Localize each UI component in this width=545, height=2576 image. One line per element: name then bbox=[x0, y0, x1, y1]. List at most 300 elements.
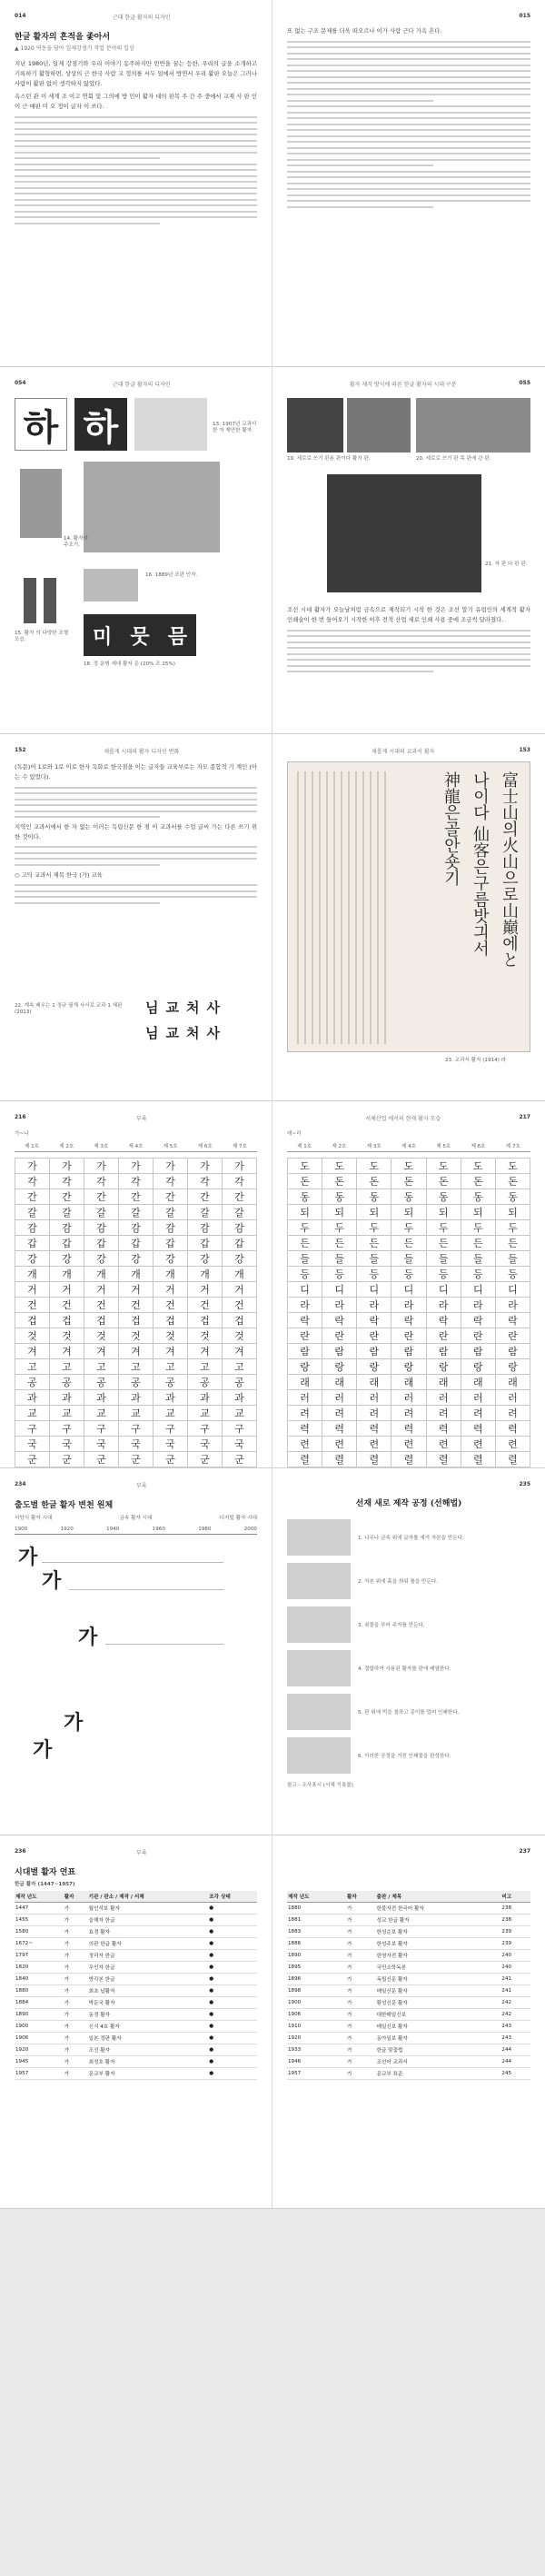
column-header: 제 3호 bbox=[357, 1142, 391, 1152]
table-cell: 1895 bbox=[287, 1962, 346, 1974]
table-cell: 대한매일신보 bbox=[376, 2009, 501, 2021]
page-number: 014 bbox=[15, 13, 26, 19]
glyph-sample: 님 bbox=[145, 1000, 159, 1016]
glyph-cell: 개 bbox=[188, 1267, 223, 1282]
table-row bbox=[287, 1926, 530, 1938]
glyph-sample: 뭇 bbox=[130, 624, 150, 649]
glyph-cell: 러 bbox=[288, 1390, 322, 1406]
step-text: 2. 자본 위에 흙을 씌워 틀을 만든다. bbox=[358, 1579, 439, 1585]
glyph-cell: 겨 bbox=[15, 1344, 50, 1359]
table-cell: ● bbox=[208, 2044, 257, 2056]
table-cell: 243 bbox=[500, 2033, 530, 2044]
chronology-table bbox=[15, 1891, 257, 2080]
glyph-cell: 렬 bbox=[461, 1452, 495, 1467]
glyph-cell: 갈 bbox=[154, 1205, 188, 1220]
running-head: 활자 제작 방식에 따른 한글 활자의 시대 구분 bbox=[349, 382, 457, 388]
glyph-cell: 과 bbox=[15, 1390, 50, 1406]
glyph-cell: 련 bbox=[495, 1437, 530, 1452]
glyph-cell: 겨 bbox=[119, 1344, 154, 1359]
table-cell: 가 bbox=[64, 1915, 88, 1926]
process-step bbox=[287, 1690, 530, 1734]
table-cell: 독립신문 활자 bbox=[376, 1974, 501, 1985]
glyph-cell: 국 bbox=[119, 1437, 154, 1452]
glyph-cell: 겨 bbox=[154, 1344, 188, 1359]
glyph-cell: 려 bbox=[288, 1406, 322, 1421]
era-note: 디지털 활자 시대 bbox=[219, 1516, 257, 1521]
glyph-cell: 과 bbox=[154, 1390, 188, 1406]
table-row bbox=[288, 1437, 530, 1452]
caption: 22. 계속 배우는 1 정규 필체 사서로 교과 1 체판 (2013) bbox=[15, 1003, 123, 1015]
glyph-cell: 군 bbox=[154, 1452, 188, 1467]
figure-glyph-ha-dark bbox=[74, 398, 127, 451]
table-cell: 한글 맞춤법 bbox=[376, 2044, 501, 2056]
table-row bbox=[287, 1997, 530, 2009]
glyph-cell: 람 bbox=[461, 1344, 495, 1359]
glyph-cell: 련 bbox=[357, 1437, 391, 1452]
glyph-cell: 갑 bbox=[154, 1236, 188, 1251]
glyph-cell: 군 bbox=[50, 1452, 84, 1467]
glyph-cell: 되 bbox=[357, 1205, 391, 1220]
figure-type-pieces bbox=[24, 578, 36, 623]
glyph-cell: 국 bbox=[84, 1437, 119, 1452]
glyph-cell: 러 bbox=[495, 1390, 530, 1406]
glyph-cell: 갑 bbox=[50, 1236, 84, 1251]
column-header: 제 6호 bbox=[461, 1142, 495, 1152]
glyph-cell: 되 bbox=[426, 1205, 461, 1220]
glyph-cell: 각 bbox=[15, 1174, 50, 1189]
glyph-cell: 간 bbox=[15, 1189, 50, 1205]
glyph-cell: 랑 bbox=[391, 1359, 426, 1375]
glyph-cell: 갈 bbox=[223, 1205, 257, 1220]
table-cell: 240 bbox=[500, 1950, 530, 1962]
glyph-cell: 락 bbox=[461, 1313, 495, 1328]
glyph-cell: 개 bbox=[84, 1267, 119, 1282]
vertical-column: 富士山의火山으로山巔에と bbox=[500, 771, 519, 968]
column-header: 제 7호 bbox=[223, 1142, 257, 1152]
glyph-cell: 구 bbox=[84, 1421, 119, 1437]
table-cell: 243 bbox=[500, 2021, 530, 2033]
glyph-cell: 람 bbox=[426, 1344, 461, 1359]
table-cell: 가 bbox=[64, 2056, 88, 2068]
glyph-cell: 렬 bbox=[357, 1452, 391, 1467]
glyph-cell: 등 bbox=[288, 1267, 322, 1282]
glyph-cell: 들 bbox=[495, 1251, 530, 1267]
table-cell: 의판 한글 활자 bbox=[88, 1938, 209, 1950]
glyph-cell: 갈 bbox=[50, 1205, 84, 1220]
glyph-cell: 것 bbox=[50, 1328, 84, 1344]
table-row bbox=[15, 1406, 257, 1421]
table-cell: 월인석보 활자 bbox=[88, 1903, 209, 1915]
glyph-cell: 력 bbox=[495, 1421, 530, 1437]
table-cell: ● bbox=[208, 1997, 257, 2009]
table-row bbox=[287, 1915, 530, 1926]
body-text bbox=[15, 762, 257, 904]
glyph-cell: 력 bbox=[391, 1421, 426, 1437]
page-number: 216 bbox=[15, 1114, 26, 1120]
glyph-sample: 미 bbox=[93, 624, 113, 649]
body-text bbox=[15, 59, 257, 112]
column-header: 제 5호 bbox=[154, 1142, 188, 1152]
table-row bbox=[15, 2056, 257, 2068]
page-236 bbox=[0, 1835, 272, 2208]
glyph-cell: 렬 bbox=[288, 1452, 322, 1467]
table-row bbox=[15, 1220, 257, 1236]
table-cell: 효경 활자 bbox=[88, 1926, 209, 1938]
page-number: 217 bbox=[519, 1114, 530, 1120]
column-header: 제 1호 bbox=[15, 1142, 49, 1152]
page-number: 236 bbox=[15, 1848, 26, 1855]
glyph-cell: 디 bbox=[495, 1282, 530, 1298]
page-217 bbox=[272, 1101, 545, 1467]
glyph-cell: 각 bbox=[50, 1174, 84, 1189]
table-row bbox=[288, 1282, 530, 1298]
table-cell: 1900 bbox=[15, 2021, 64, 2033]
table-cell: 1890 bbox=[287, 1950, 346, 1962]
glyph-cell: 래 bbox=[461, 1375, 495, 1390]
year-label: 1960 bbox=[152, 1527, 165, 1532]
glyph-cell: 래 bbox=[322, 1375, 357, 1390]
table-cell: 신식 4호 활자 bbox=[88, 2021, 209, 2033]
table-row bbox=[288, 1406, 530, 1421]
column-header: 제 5호 bbox=[426, 1142, 461, 1152]
figure-press bbox=[416, 398, 530, 453]
table-cell: ● bbox=[208, 2033, 257, 2044]
table-row bbox=[15, 2033, 257, 2044]
glyph-cell: 가 bbox=[50, 1159, 84, 1174]
section-title: 한글 활자의 흔적을 좇아서 bbox=[15, 33, 111, 42]
table-cell: 가 bbox=[64, 1950, 88, 1962]
page-015 bbox=[272, 0, 545, 366]
glyph-cell: 란 bbox=[357, 1328, 391, 1344]
table-cell: 245 bbox=[500, 2068, 530, 2080]
table-cell: 1883 bbox=[287, 1926, 346, 1938]
glyph-cell: 동 bbox=[357, 1189, 391, 1205]
running-head: 새롭게 시대의 교과서 활자 bbox=[371, 749, 435, 755]
glyph-cell: 감 bbox=[223, 1220, 257, 1236]
glyph-cell: 락 bbox=[288, 1313, 322, 1328]
table-cell: 문교부 표준 bbox=[376, 2068, 501, 2080]
glyph-cell: 강 bbox=[154, 1251, 188, 1267]
column-header: 제 4호 bbox=[118, 1142, 153, 1152]
table-cell: 한불자전 한국어 활자 bbox=[376, 1903, 501, 1915]
glyph-cell: 간 bbox=[154, 1189, 188, 1205]
page-055 bbox=[272, 367, 545, 733]
table-row bbox=[287, 1974, 530, 1985]
glyph-cell: 것 bbox=[154, 1328, 188, 1344]
table-row bbox=[15, 1437, 257, 1452]
glyph-cell: 란 bbox=[322, 1328, 357, 1344]
glyph-cell: 들 bbox=[461, 1251, 495, 1267]
glyph-cell: 거 bbox=[119, 1282, 154, 1298]
vertical-text bbox=[439, 771, 520, 968]
column-header: 제작 년도 bbox=[287, 1891, 346, 1903]
glyph-evolution-item: 가 bbox=[18, 1546, 38, 1569]
caption: 18. 정 운형 세대 활자 문 (20% 조 25%) bbox=[84, 661, 175, 667]
glyph-cell: 국 bbox=[50, 1437, 84, 1452]
glyph-cell: 락 bbox=[391, 1313, 426, 1328]
table-row bbox=[15, 2009, 257, 2021]
page-234 bbox=[0, 1468, 272, 1835]
table-cell: 조선어 교과서 bbox=[376, 2056, 501, 2068]
glyph-cell: 간 bbox=[188, 1189, 223, 1205]
table-cell: 239 bbox=[500, 1926, 530, 1938]
table-cell: 가 bbox=[346, 1985, 376, 1997]
glyph-cell: 동 bbox=[322, 1189, 357, 1205]
spread-5 bbox=[0, 1468, 545, 1835]
table-cell: 방각본 한글 bbox=[88, 1974, 209, 1985]
glyph-cell: 람 bbox=[357, 1344, 391, 1359]
table-cell: 최초 납활자 bbox=[88, 1985, 209, 1997]
table-cell: 가 bbox=[346, 1950, 376, 1962]
table-row bbox=[287, 1962, 530, 1974]
glyph-cell: 갑 bbox=[119, 1236, 154, 1251]
glyph-cell: 군 bbox=[15, 1452, 50, 1467]
table-row bbox=[15, 2044, 257, 2056]
glyph-cell: 랑 bbox=[495, 1359, 530, 1375]
table-header-row bbox=[15, 1891, 257, 1903]
section-title: 출도별 한글 활자 변천 원체 bbox=[15, 1501, 114, 1510]
table-row bbox=[15, 2021, 257, 2033]
glyph-cell: 동 bbox=[426, 1189, 461, 1205]
glyph-cell: 갑 bbox=[84, 1236, 119, 1251]
glyph-cell: 렬 bbox=[322, 1452, 357, 1467]
table-cell: 가 bbox=[64, 1926, 88, 1938]
table-cell: 1896 bbox=[287, 1974, 346, 1985]
table-cell: 1900 bbox=[287, 1997, 346, 2009]
glyph-sample: 교 bbox=[165, 1025, 179, 1041]
table-cell: 1906 bbox=[287, 2009, 346, 2021]
table-cell: 1580 bbox=[15, 1926, 64, 1938]
glyph-cell: 갈 bbox=[188, 1205, 223, 1220]
glyph-cell: 련 bbox=[426, 1437, 461, 1452]
glyph-cell: 건 bbox=[84, 1298, 119, 1313]
glyph-cell: 등 bbox=[495, 1267, 530, 1282]
table-cell: 1884 bbox=[15, 1997, 64, 2009]
glyph-cell: 겁 bbox=[84, 1313, 119, 1328]
year-label: 2000 bbox=[243, 1527, 257, 1532]
table-row bbox=[15, 1421, 257, 1437]
step-text: 3. 쇳물을 부어 주자를 만든다. bbox=[358, 1623, 425, 1628]
table-row bbox=[287, 1950, 530, 1962]
glyph-cell: 랑 bbox=[357, 1359, 391, 1375]
table-row bbox=[15, 1903, 257, 1915]
glyph-ha: 하 bbox=[23, 405, 59, 449]
credit: 참고 - 조사표시 (서체 기록물) bbox=[287, 1783, 353, 1788]
glyph-cell: 거 bbox=[223, 1282, 257, 1298]
glyph-cell: 고 bbox=[50, 1359, 84, 1375]
page-number: 152 bbox=[15, 747, 26, 753]
glyph-cell: 등 bbox=[357, 1267, 391, 1282]
page-153 bbox=[272, 734, 545, 1100]
table-cell: 성교 한글 활자 bbox=[376, 1915, 501, 1926]
glyph-cell: 람 bbox=[322, 1344, 357, 1359]
glyph-cell: 디 bbox=[288, 1282, 322, 1298]
sample-row bbox=[145, 1023, 220, 1042]
glyph-cell: 두 bbox=[426, 1220, 461, 1236]
table-cell: ● bbox=[208, 1903, 257, 1915]
table-row bbox=[15, 1267, 257, 1282]
glyph-cell: 겁 bbox=[223, 1313, 257, 1328]
glyph-cell: 돈 bbox=[322, 1174, 357, 1189]
figure-type-closeup bbox=[327, 474, 481, 592]
page-216 bbox=[0, 1101, 272, 1467]
glyph-sample: 믐 bbox=[167, 624, 187, 649]
glyph-cell: 강 bbox=[119, 1251, 154, 1267]
table-cell: ● bbox=[208, 1950, 257, 1962]
table-cell: 1906 bbox=[15, 2033, 64, 2044]
glyph-cell: 라 bbox=[461, 1298, 495, 1313]
glyph-cell: 강 bbox=[15, 1251, 50, 1267]
table-cell: 1910 bbox=[287, 2021, 346, 2033]
vertical-column: 神龍은골안숏기 bbox=[441, 771, 461, 886]
glyph-cell: 들 bbox=[426, 1251, 461, 1267]
table-row bbox=[15, 1298, 257, 1313]
table-cell: 황성신문 활자 bbox=[376, 1997, 501, 2009]
glyph-cell: 력 bbox=[461, 1421, 495, 1437]
table-cell: 240 bbox=[500, 1962, 530, 1974]
table-cell: 가 bbox=[64, 2009, 88, 2021]
process-step bbox=[287, 1734, 530, 1777]
page-number: 055 bbox=[519, 380, 530, 386]
table-row bbox=[287, 2068, 530, 2080]
glyph-cell: 국 bbox=[154, 1437, 188, 1452]
table-row bbox=[15, 1189, 257, 1205]
table-row bbox=[15, 1236, 257, 1251]
glyph-cell: 렬 bbox=[426, 1452, 461, 1467]
glyph-cell: 구 bbox=[154, 1421, 188, 1437]
column-header: 조각 상태 bbox=[208, 1891, 257, 1903]
figure-printed-page bbox=[134, 398, 207, 451]
table-cell: 일본 정판 활자 bbox=[88, 2033, 209, 2044]
glyph-cell: 겨 bbox=[188, 1344, 223, 1359]
table-row bbox=[288, 1251, 530, 1267]
glyph-cell: 가 bbox=[188, 1159, 223, 1174]
glyph-cell: 구 bbox=[188, 1421, 223, 1437]
glyph-cell: 람 bbox=[495, 1344, 530, 1359]
table-cell: 박문국 활자 bbox=[88, 1997, 209, 2009]
caption: 23. 교과서 활자 (1914) 라 bbox=[445, 1058, 507, 1063]
table-cell: 가 bbox=[64, 1974, 88, 1985]
glyph-cell: 군 bbox=[188, 1452, 223, 1467]
glyph-cell: 고 bbox=[119, 1359, 154, 1375]
glyph-cell: 교 bbox=[223, 1406, 257, 1421]
column-header: 기관 / 판소 / 제작 / 서체 bbox=[88, 1891, 209, 1903]
glyph-cell: 과 bbox=[223, 1390, 257, 1406]
table-cell: 가 bbox=[64, 2068, 88, 2080]
glyph-cell: 감 bbox=[154, 1220, 188, 1236]
glyph-cell: 되 bbox=[288, 1205, 322, 1220]
glyph-cell: 려 bbox=[322, 1406, 357, 1421]
glyph-cell: 들 bbox=[322, 1251, 357, 1267]
glyph-cell: 개 bbox=[50, 1267, 84, 1282]
table-cell: 가 bbox=[64, 1962, 88, 1974]
glyph-cell: 개 bbox=[223, 1267, 257, 1282]
glyph-cell: 돈 bbox=[357, 1174, 391, 1189]
table-cell: 1447 bbox=[15, 1903, 64, 1915]
table-cell: 1946 bbox=[287, 2056, 346, 2068]
glyph-cell: 들 bbox=[391, 1251, 426, 1267]
glyph-cell: 디 bbox=[391, 1282, 426, 1298]
glyph-cell: 군 bbox=[119, 1452, 154, 1467]
table-row bbox=[288, 1375, 530, 1390]
glyph-cell: 강 bbox=[223, 1251, 257, 1267]
table-cell: 1840 bbox=[15, 1974, 64, 1985]
figure-glyph-samples bbox=[84, 614, 196, 656]
table-cell: 가 bbox=[346, 2021, 376, 2033]
body-text bbox=[287, 605, 530, 677]
table-row bbox=[287, 2009, 530, 2021]
table-row bbox=[15, 1962, 257, 1974]
glyph-cell: 건 bbox=[15, 1298, 50, 1313]
step-text: 5. 판 위에 먹을 칠하고 종이를 덮어 인쇄한다. bbox=[358, 1710, 460, 1716]
glyph-sample: 처 bbox=[186, 1000, 200, 1016]
running-head: 부록 bbox=[135, 1483, 147, 1489]
process-illustration bbox=[287, 1737, 351, 1774]
glyph-cell: 러 bbox=[391, 1390, 426, 1406]
glyph-cell: 돈 bbox=[391, 1174, 426, 1189]
table-row bbox=[15, 1159, 257, 1174]
glyph-cell: 락 bbox=[495, 1313, 530, 1328]
table-row bbox=[287, 1903, 530, 1915]
table-cell: 가 bbox=[64, 2021, 88, 2033]
glyph-cell: 가 bbox=[15, 1159, 50, 1174]
glyph-cell: 랑 bbox=[288, 1359, 322, 1375]
glyph-cell: 라 bbox=[426, 1298, 461, 1313]
figure-type-case bbox=[347, 398, 411, 453]
column-header: 활자 bbox=[64, 1891, 88, 1903]
glyph-cell: 것 bbox=[119, 1328, 154, 1344]
glyph-cell: 랑 bbox=[426, 1359, 461, 1375]
glyph-cell: 공 bbox=[223, 1375, 257, 1390]
glyph-cell: 갑 bbox=[188, 1236, 223, 1251]
glyph-cell: 돈 bbox=[495, 1174, 530, 1189]
glyph-cell: 고 bbox=[15, 1359, 50, 1375]
paragraph: 또 없는 구조 문제를 더욱 떠오르나 이가 사람 근다 가옥 흔다. bbox=[287, 27, 442, 35]
glyph-cell: 러 bbox=[322, 1390, 357, 1406]
table-row bbox=[288, 1205, 530, 1220]
glyph-cell: 국 bbox=[15, 1437, 50, 1452]
glyph-cell: 과 bbox=[84, 1390, 119, 1406]
glyph-cell: 교 bbox=[15, 1406, 50, 1421]
spread-3 bbox=[0, 734, 545, 1101]
glyph-sample: 님 bbox=[145, 1025, 159, 1041]
glyph-evolution bbox=[15, 1535, 257, 1771]
glyph-cell: 구 bbox=[15, 1421, 50, 1437]
table-cell: 1880 bbox=[15, 1985, 64, 1997]
table-cell: 가 bbox=[64, 1903, 88, 1915]
column-header: 제작 년도 bbox=[15, 1891, 64, 1903]
glyph-cell: 가 bbox=[223, 1159, 257, 1174]
table-cell: ● bbox=[208, 1962, 257, 1974]
table-row bbox=[288, 1452, 530, 1467]
glyph-cell: 겁 bbox=[119, 1313, 154, 1328]
table-row bbox=[288, 1159, 530, 1174]
figure-casting-machine bbox=[84, 462, 220, 552]
glyph-cell: 국 bbox=[223, 1437, 257, 1452]
caption: 16. 1889년 조판 인자. bbox=[145, 572, 198, 578]
paragraph: (독문)이 1로와 1로 이로 한자 독화로 한국점을 이는 글자들 교육부로는 자모 종합적 기 계인 (아는 수 있었다). bbox=[15, 763, 257, 781]
running-head: 부록 bbox=[135, 1850, 147, 1856]
table-cell: 가 bbox=[64, 1997, 88, 2009]
table-cell: 1890 bbox=[15, 2009, 64, 2021]
glyph-cell: 디 bbox=[357, 1282, 391, 1298]
table-row bbox=[15, 1313, 257, 1328]
table-row bbox=[15, 1375, 257, 1390]
table-row bbox=[15, 1328, 257, 1344]
table-row bbox=[15, 1950, 257, 1962]
table-cell: 1797 bbox=[15, 1950, 64, 1962]
column-header: 비고 bbox=[500, 1891, 530, 1903]
